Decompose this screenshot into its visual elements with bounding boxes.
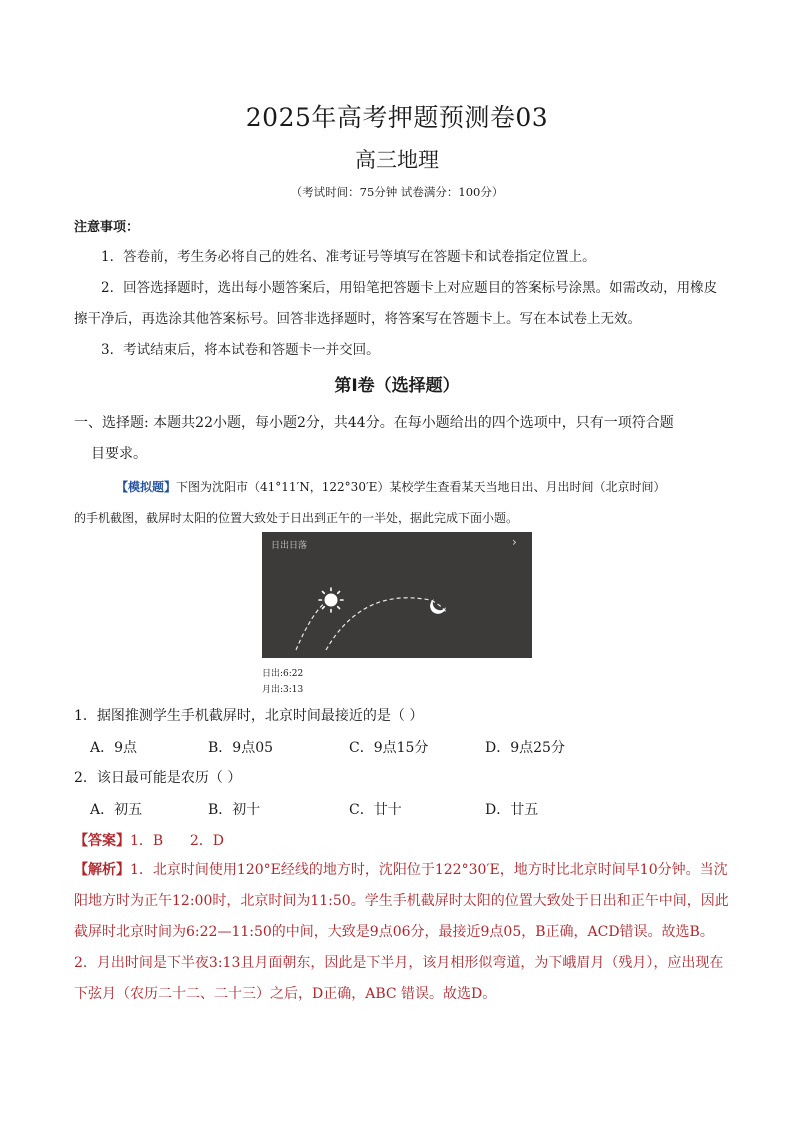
analysis-line-1: 1．北京时间使用120°E经线的地方时，沈阳位于122°30′E，地方时比北京时间早10分钟。当沈 [130, 862, 728, 878]
question-prompt [74, 472, 734, 534]
analysis-line-5: 下弦月（农历二十二、二十三）之后，D正确，ABC 错误。故选D。 [74, 986, 497, 1002]
analysis-tag: 【解析】 [74, 862, 130, 878]
question-1-option-a: A．9点 [90, 740, 138, 756]
exam-subtitle: 高三地理 [355, 148, 439, 172]
answer-line [74, 830, 224, 850]
question-1-option-c: C．9点15分 [349, 740, 429, 756]
sunrise-sunset-screenshot [262, 532, 532, 658]
question-2-option-c: C．廿十 [349, 802, 402, 818]
question-2-option-d: D．廿五 [485, 802, 539, 818]
prompt-tag: 【模拟题】 [116, 480, 177, 494]
question-1-text: 1．据图推测学生手机截屏时，北京时间最接近的是（ ） [74, 708, 424, 724]
notice-item-1: 1．答卷前，考生务必将自己的姓名、准考证号等填写在答题卡和试卷指定位置上。 [101, 249, 596, 265]
answer-text: 1．B 2．D [130, 833, 225, 849]
sun-icon [319, 588, 343, 612]
notice-item-2: 2．回答选择题时，选出每小题答案后，用铅笔把答题卡上对应题目的答案标号涂黑。如需改动，用橡皮擦干净后，再选涂其他答案标号。回答非选择题时，将答案写在答题卡上。写在本试卷上无效。 [74, 280, 718, 327]
analysis-line-4: 2．月出时间是下半夜3:13且月面朝东，因此是下半月，该月相形似弯道，为下峨眉月（残月），应出现在 [74, 955, 724, 971]
sun-moon-diagram [262, 532, 532, 658]
question-1-option-d: D．9点25分 [485, 740, 565, 756]
answer-tag: 【答案】 [74, 833, 130, 849]
exam-info: （考试时间：75分钟 试卷满分：100分） [290, 185, 504, 199]
analysis-block [74, 855, 734, 1010]
chevron-right-icon: › [512, 535, 517, 549]
app-title: 日出日落 [271, 541, 308, 551]
question-2-text: 2．该日最可能是农历（ ） [74, 770, 242, 786]
notice-title: 注意事项： [74, 220, 140, 235]
analysis-line-3: 截屏时北京时间为6:22—11:50的中间，大致是9点06分，最接近9点05，B正确，ACD错误。故选B。 [74, 924, 714, 940]
moonrise-time: 月出:3:13 [262, 685, 304, 695]
exam-title: 2025年高考押题预测卷03 [245, 103, 549, 132]
moon-path-arc [326, 598, 446, 650]
question-2-option-a: A．初五 [90, 802, 143, 818]
section-intro-line-1: 一、选择题: 本题共22小题，每小题2分，共44分。在每小题给出的四个选项中，只有一项符合题 [74, 415, 674, 431]
prompt-line-1: 下图为沈阳市（41°11′N，122°30′E）某校学生查看某天当地日出、月出时间（北京时间） [176, 480, 666, 494]
section-intro [74, 408, 729, 470]
sunrise-time: 日出:6:22 [262, 669, 304, 679]
analysis-line-2: 阳地方时为正午12:00时，北京时间为11:50。学生手机截屏时太阳的位置大致处于日出和正午中间，因此 [74, 893, 729, 909]
section-intro-line-2: 目要求。 [91, 446, 147, 462]
question-1-option-b: B．9点05 [208, 740, 274, 756]
prompt-line-2: 的手机截图，截屏时太阳的位置大致处于日出到正午的一半处，据此完成下面小题。 [74, 511, 519, 525]
crescent-moon-icon [430, 599, 446, 614]
question-2-option-b: B．初十 [208, 802, 261, 818]
notice-item-3: 3．考试结束后，将本试卷和答题卡一并交回。 [101, 342, 380, 358]
section-title: 第Ⅰ卷（选择题） [334, 376, 460, 396]
